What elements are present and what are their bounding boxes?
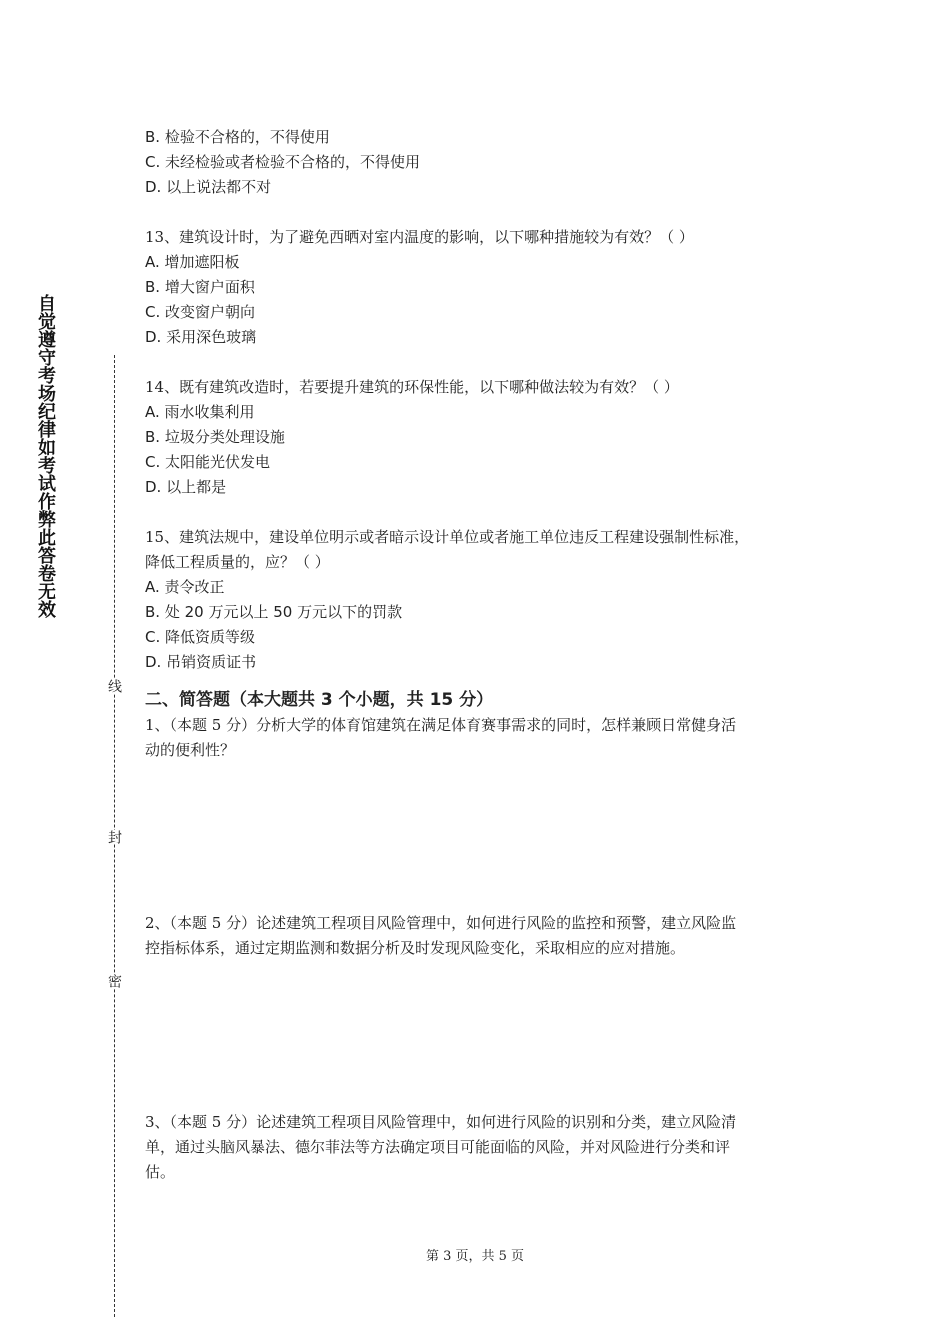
question-14-option-d: D. 以上都是 [145, 478, 227, 496]
question-13-option-c: C. 改变窗户朝向 [145, 303, 256, 321]
short-answer-2 [145, 911, 810, 1110]
binding-mark-seal: 封 [106, 830, 122, 844]
question-15-stem-line1: 15、建筑法规中，建设单位明示或者暗示设计单位或者施工单位违反工程建设强制性标准， [145, 528, 750, 546]
option-d: D. 以上说法都不对 [145, 178, 272, 196]
short-answer-1 [145, 713, 810, 911]
question-15-stem-line2: 降低工程质量的，应？（ ） [145, 553, 330, 571]
binding-mark-secret: 密 [106, 974, 122, 988]
short-answer-1-line1: 1、（本题 5 分）分析大学的体育馆建筑在满足体育赛事需求的同时，怎样兼顾日常健身活 [145, 716, 737, 734]
question-15-option-c: C. 降低资质等级 [145, 628, 256, 646]
question-13-stem: 13、建筑设计时，为了避免西晒对室内温度的影响，以下哪种措施较为有效？（ ） [145, 228, 694, 246]
question-15-option-d: D. 吊销资质证书 [145, 653, 257, 671]
short-answer-3-line3: 估。 [145, 1163, 176, 1181]
short-answer-3-line1: 3、（本题 5 分）论述建筑工程项目风险管理中，如何进行风险的识别和分类，建立风险清 [145, 1113, 737, 1131]
question-14-stem: 14、既有建筑改造时，若要提升建筑的环保性能，以下哪种做法较为有效？（ ） [145, 378, 679, 396]
question-13-option-a: A. 增加遮阳板 [145, 253, 240, 271]
short-answer-3 [145, 1110, 810, 1185]
question-15-option-b: B. 处 20 万元以上 50 万元以下的罚款 [145, 603, 403, 621]
binding-mark-line: 线 [106, 679, 122, 693]
section-2-title: 二、简答题（本大题共 3 个小题，共 15 分） [145, 690, 494, 710]
question-14-option-c: C. 太阳能光伏发电 [145, 453, 271, 471]
short-answer-1-line2: 动的便利性？ [145, 741, 236, 759]
short-answer-3-line2: 单，通过头脑风暴法、德尔菲法等方法确定项目可能面临的风险，并对风险进行分类和评 [145, 1138, 731, 1156]
exam-discipline-notice: 自觉遵守考场纪律如考试作弊此答卷无效 [35, 294, 56, 618]
question-13-option-d: D. 采用深色玻璃 [145, 328, 257, 346]
page-number: 第 3 页，共 5 页 [425, 1249, 525, 1264]
short-answer-2-line1: 2、（本题 5 分）论述建筑工程项目风险管理中，如何进行风险的监控和预警，建立风险监 [145, 914, 737, 932]
question-14-option-b: B. 垃圾分类处理设施 [145, 428, 285, 446]
question-15-option-a: A. 责令改正 [145, 578, 225, 596]
option-b: B. 检验不合格的，不得使用 [145, 128, 330, 146]
question-14-option-a: A. 雨水收集利用 [145, 403, 255, 421]
question-13-option-b: B. 增大窗户面积 [145, 278, 255, 296]
short-answer-2-line2: 控指标体系，通过定期监测和数据分析及时发现风险变化，采取相应的应对措施。 [145, 939, 686, 957]
exam-content [145, 125, 810, 1185]
option-c: C. 未经检验或者检验不合格的，不得使用 [145, 153, 421, 171]
